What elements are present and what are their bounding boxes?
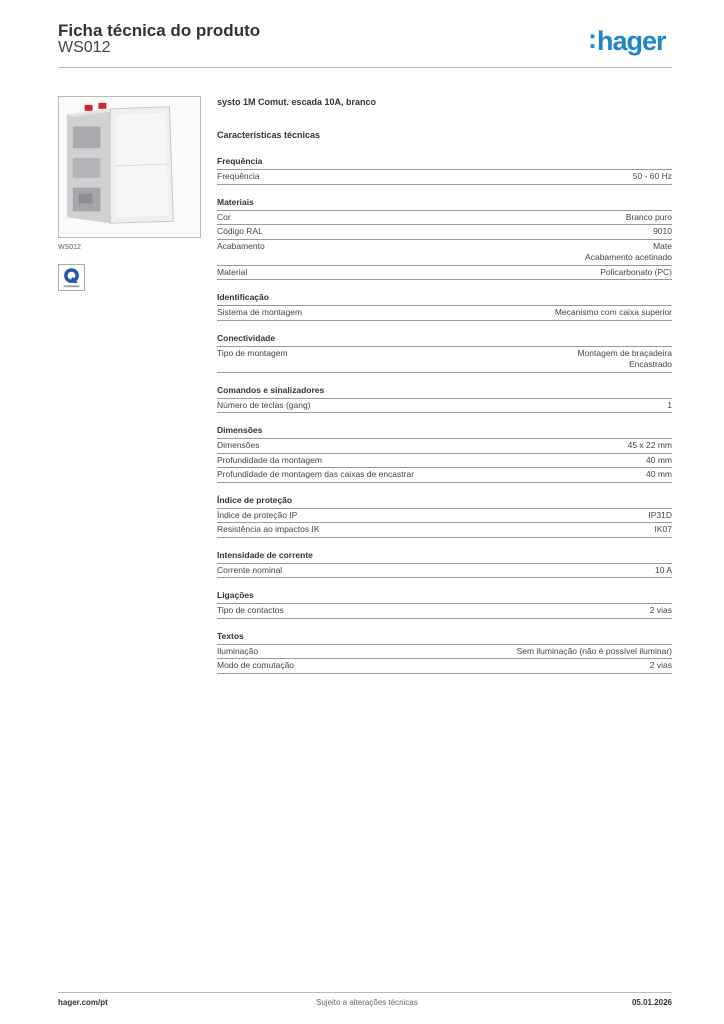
- spec-value-line: Branco puro: [625, 211, 672, 222]
- spec-value-line: 50 - 60 Hz: [632, 171, 672, 181]
- spec-row: [217, 604, 672, 619]
- spec-value: [667, 400, 672, 412]
- quality-seal-icon: [59, 265, 84, 290]
- spec-row: [217, 225, 672, 240]
- technical-content: [217, 96, 672, 685]
- spec-value: [655, 524, 673, 536]
- spec-value-line: 40 mm: [646, 469, 672, 479]
- spec-group: [217, 291, 672, 321]
- spec-row: [217, 659, 672, 674]
- spec-value: [648, 510, 672, 522]
- spec-group-title: Comandos e sinalizadores: [217, 384, 672, 399]
- spec-label: Resistência ao impactos IK: [217, 524, 320, 534]
- product-image: [58, 96, 201, 238]
- footer-website[interactable]: hager.com/pt: [58, 998, 108, 1007]
- spec-value-line: 2 vias: [649, 660, 672, 670]
- spec-value-line: 1: [667, 399, 672, 410]
- spec-label: Sistema de montagem: [217, 307, 303, 317]
- spec-value: [653, 226, 672, 238]
- spec-value-line: Mecanismo com caixa superior: [554, 307, 672, 317]
- spec-value: [650, 605, 672, 617]
- spec-value: [646, 455, 672, 467]
- spec-row: [217, 266, 672, 281]
- switch-module-illustration: [59, 97, 200, 237]
- spec-label: Corrente nominal: [217, 564, 283, 575]
- spec-value-line: Acabamento acetinado: [585, 252, 672, 262]
- image-caption: WS012: [58, 244, 81, 251]
- spec-label: Índice de proteção IP: [217, 509, 298, 520]
- spec-value: [600, 267, 672, 279]
- spec-value-line: Encastrado: [629, 359, 672, 369]
- spec-label: Número de teclas (gang): [217, 399, 311, 410]
- spec-group-title: Dimensões: [217, 424, 672, 439]
- spec-value: [577, 348, 672, 371]
- spec-group: [217, 494, 672, 538]
- spec-row: [217, 468, 672, 483]
- spec-row: [217, 170, 672, 185]
- spec-label: Acabamento: [217, 240, 265, 251]
- spec-group-title: Ligações: [217, 589, 672, 604]
- spec-row: [217, 439, 672, 454]
- spec-label: Cor: [217, 211, 231, 222]
- spec-label: Tipo de montagem: [217, 347, 288, 358]
- spec-value: [646, 469, 672, 481]
- spec-label: Tipo de contactos: [217, 605, 284, 615]
- spec-value-line: 45 x 22 mm: [627, 440, 672, 450]
- product-name: systo 1M Comut. escada 10A, branco: [217, 97, 377, 107]
- spec-row: [217, 399, 672, 414]
- spec-group-title: Textos: [217, 630, 672, 645]
- spec-value: [626, 212, 672, 224]
- spec-value: [517, 646, 672, 658]
- spec-group-title: Materiais: [217, 196, 672, 211]
- spec-value-line: Policarbonato (PC): [600, 266, 672, 277]
- spec-groups: [217, 155, 672, 674]
- logo-text: hager: [597, 26, 666, 56]
- spec-group-title: Frequência: [217, 155, 672, 170]
- spec-value-line: Mate: [653, 240, 672, 251]
- page-title: Ficha técnica do produto: [58, 21, 261, 40]
- spec-value-line: 40 mm: [646, 454, 672, 465]
- spec-label: Código RAL: [217, 226, 263, 236]
- footer-divider: [58, 992, 672, 993]
- spec-group: [217, 589, 672, 619]
- spec-label: Frequência: [217, 171, 260, 181]
- spec-label: Iluminação: [217, 645, 259, 656]
- spec-row: [217, 645, 672, 660]
- spec-label: Modo de comutação: [217, 660, 295, 670]
- spec-row: [217, 523, 672, 538]
- spec-row: [217, 509, 672, 524]
- spec-label: Profundidade da montagem: [217, 454, 322, 465]
- spec-group-title: Índice de proteção: [217, 494, 672, 509]
- section-heading: Características técnicas: [217, 130, 321, 140]
- spec-group: [217, 196, 672, 281]
- spec-value-line: 2 vias: [649, 605, 672, 615]
- spec-group: [217, 630, 672, 674]
- spec-value: [633, 171, 672, 183]
- spec-label: Dimensões: [217, 440, 260, 450]
- spec-row: [217, 306, 672, 321]
- spec-value-line: IP31D: [648, 509, 672, 520]
- spec-value-line: Sem iluminação (não é possível iluminar): [516, 645, 672, 656]
- spec-value-line: Montagem de braçadeira: [577, 347, 672, 358]
- spec-value: [655, 565, 672, 577]
- spec-value: [650, 660, 672, 672]
- spec-row: [217, 454, 672, 469]
- spec-value: [555, 307, 672, 319]
- spec-label: Profundidade de montagem das caixas de encastrar: [217, 469, 415, 479]
- spec-group: [217, 549, 672, 579]
- spec-group: [217, 384, 672, 414]
- spec-group-title: Identificação: [217, 291, 672, 306]
- quality-badge: [58, 264, 85, 291]
- spec-group-title: Intensidade de corrente: [217, 549, 672, 564]
- product-code: WS012: [58, 39, 111, 56]
- spec-group: [217, 332, 672, 373]
- spec-value-line: 10 A: [654, 564, 672, 575]
- spec-value-line: IK07: [654, 524, 672, 534]
- spec-group: [217, 424, 672, 483]
- spec-row: [217, 347, 672, 373]
- spec-row: [217, 564, 672, 579]
- spec-group: [217, 155, 672, 185]
- hager-logo: :hager: [588, 24, 666, 56]
- spec-label: Material: [217, 266, 248, 277]
- header-divider: [58, 67, 672, 68]
- spec-value-line: 9010: [653, 226, 672, 236]
- spec-value: [585, 241, 672, 264]
- footer-date: 05.01.2026: [631, 998, 672, 1007]
- footer-notice: Sujeito a alterações técnicas: [316, 998, 418, 1007]
- spec-group-title: Conectividade: [217, 332, 672, 347]
- spec-row: [217, 240, 672, 266]
- spec-row: [217, 211, 672, 226]
- spec-value: [628, 440, 672, 452]
